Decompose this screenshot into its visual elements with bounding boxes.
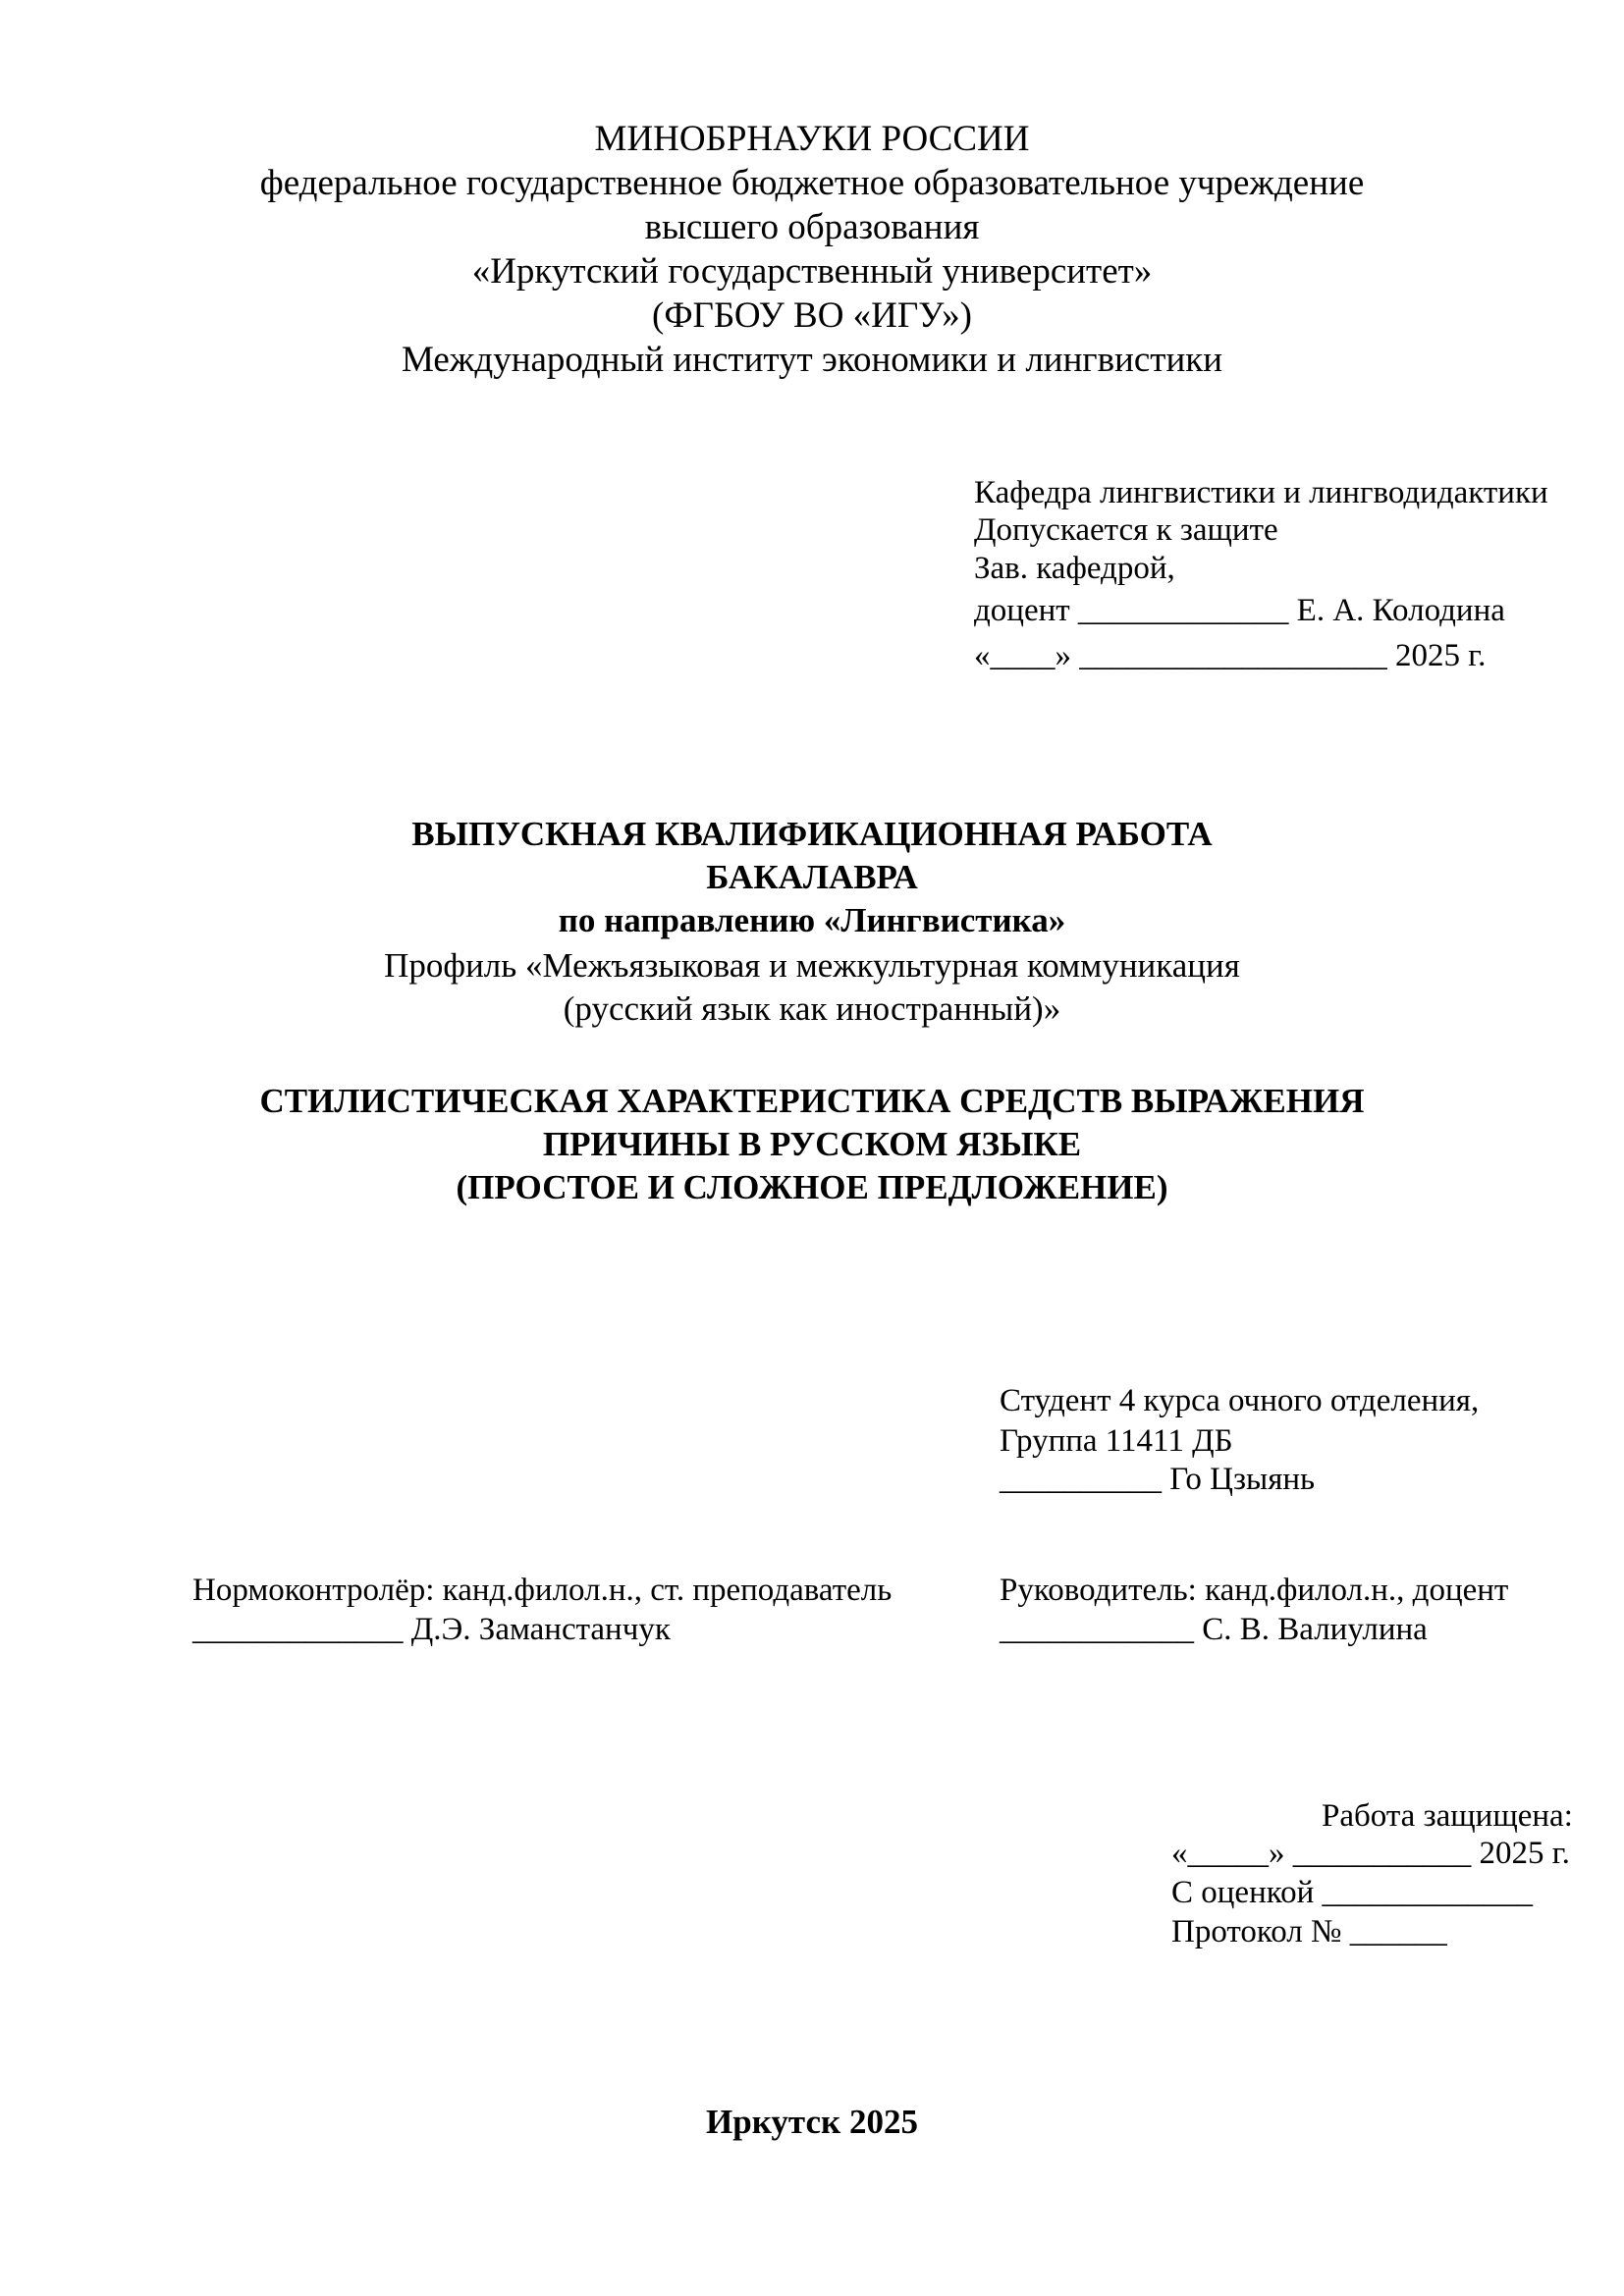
head-of-department: Зав. кафедрой, xyxy=(974,551,1175,586)
city-year: Иркутск 2025 xyxy=(706,2103,918,2141)
defense-protocol-line: Протокол № ______ xyxy=(1171,1914,1447,1949)
ministry-name: МИНОБРНАУКИ РОССИИ xyxy=(594,119,1030,159)
defense-protected: Работа защищена: xyxy=(1322,1798,1573,1834)
normcontroller-title: Нормоконтролёр: канд.филол.н., ст. преподаватель xyxy=(192,1573,893,1608)
university-name: «Иркутский государственный университет» xyxy=(471,251,1153,292)
defense-date-line: «_____» ___________ 2025 г. xyxy=(1171,1836,1570,1871)
work-type-line2: БАКАЛАВРА xyxy=(706,858,918,896)
student-group: Группа 11411 ДБ xyxy=(1000,1423,1233,1459)
institution-type: федеральное государственное бюджетное образовательное учреждение xyxy=(259,163,1365,203)
student-signature-line: __________ Го Цзыянь xyxy=(1000,1462,1316,1497)
supervisor-signature-line: ____________ С. В. Валиулина xyxy=(1000,1612,1428,1647)
work-type-line1: ВЫПУСКНАЯ КВАЛИФИКАЦИОННАЯ РАБОТА xyxy=(411,815,1213,853)
profile-line1: Профиль «Межъязыковая и межкультурная коммуникация xyxy=(384,946,1240,985)
profile-line2: (русский язык как иностранный)» xyxy=(563,989,1061,1028)
university-abbreviation: (ФГБОУ ВО «ИГУ») xyxy=(652,295,972,336)
admitted-to-defense: Допускается к защите xyxy=(974,512,1278,548)
normcontroller-signature-line: _____________ Д.Э. Заманстанчук xyxy=(192,1612,671,1647)
supervisor-title: Руководитель: канд.филол.н., доцент xyxy=(1000,1573,1509,1608)
head-signature-line: доцент _____________ Е. А. Колодина xyxy=(974,593,1505,628)
department-name: Кафедра лингвистики и лингводидактики xyxy=(974,475,1548,510)
education-level: высшего образования xyxy=(644,207,980,247)
institute-name: Международный институт экономики и лингвистики xyxy=(401,340,1223,380)
student-course: Студент 4 курса очного отделения, xyxy=(1000,1383,1480,1418)
defense-grade-line: С оценкой _____________ xyxy=(1171,1875,1533,1910)
study-direction: по направлению «Лингвистика» xyxy=(558,901,1066,939)
approval-date-line: «____» ___________________ 2025 г. xyxy=(974,638,1487,673)
topic-line2: ПРИЧИНЫ В РУССКОМ ЯЗЫКЕ xyxy=(542,1125,1082,1163)
topic-line1: СТИЛИСТИЧЕСКАЯ ХАРАКТЕРИСТИКА СРЕДСТВ ВЫРАЖЕНИЯ xyxy=(259,1082,1365,1120)
topic-line3: (ПРОСТОЕ И СЛОЖНОЕ ПРЕДЛОЖЕНИЕ) xyxy=(456,1168,1168,1206)
